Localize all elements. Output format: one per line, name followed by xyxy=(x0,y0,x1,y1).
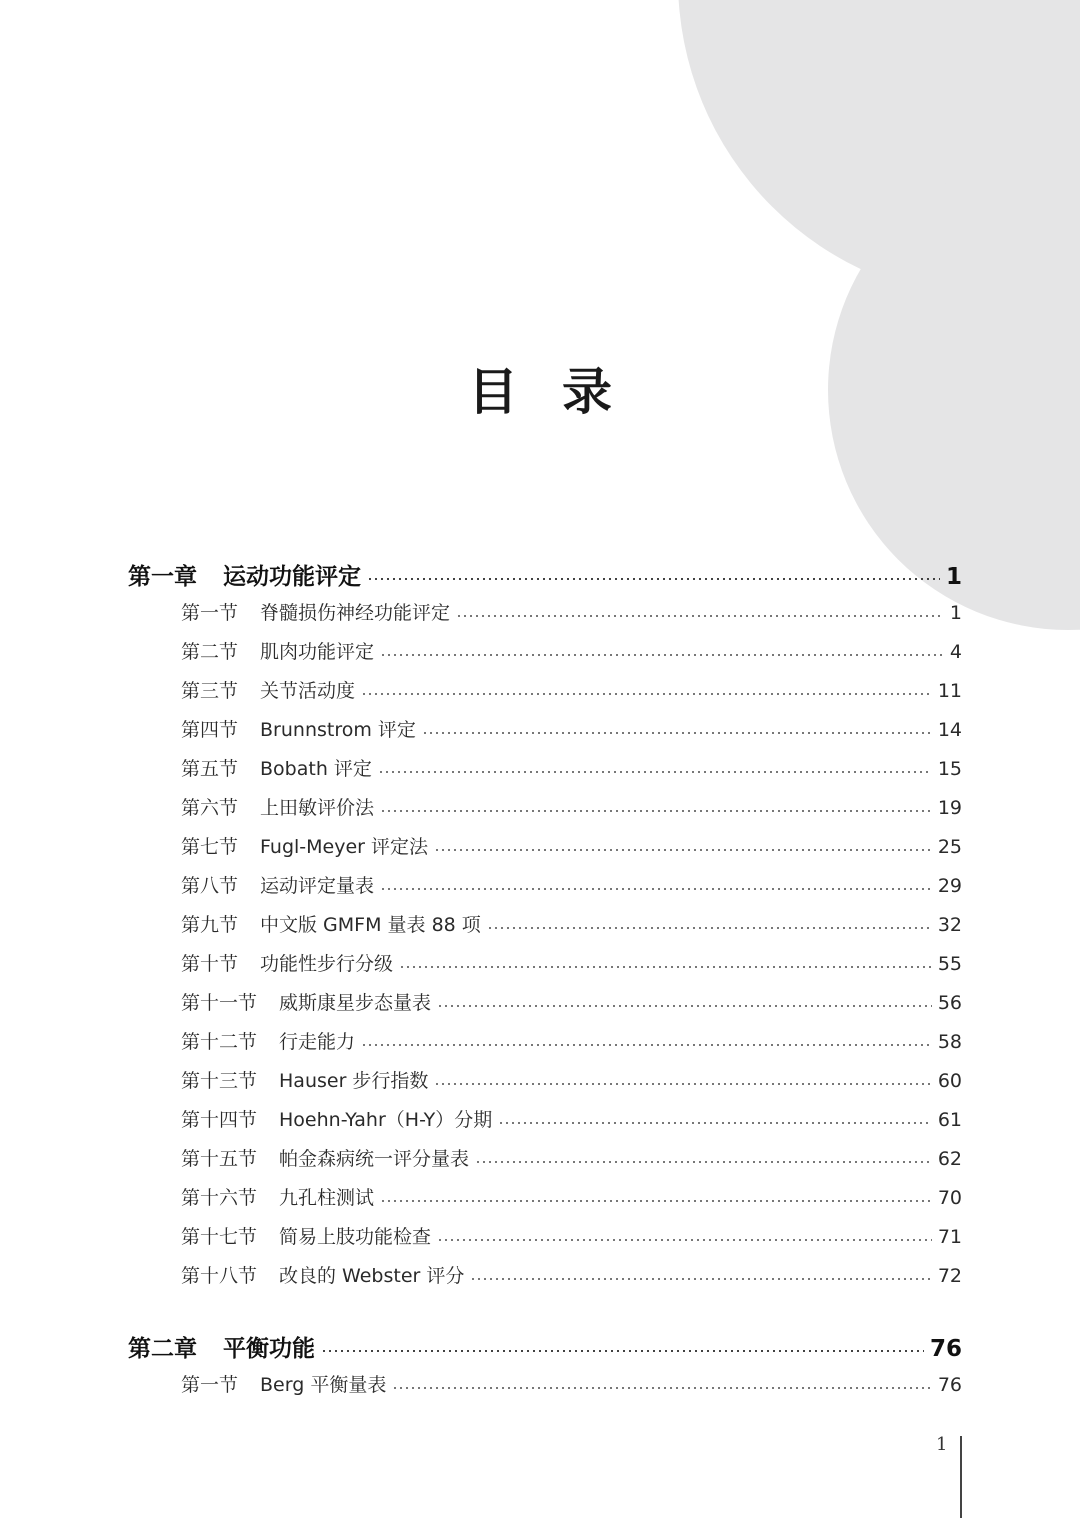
section-label: 第十五节 xyxy=(181,1148,258,1170)
section-label: 第二节 xyxy=(181,641,239,663)
section-title: 威斯康星步态量表 xyxy=(279,992,432,1014)
dot-leader xyxy=(392,1387,931,1389)
dot-leader xyxy=(434,849,932,851)
toc-section[interactable] xyxy=(181,1222,962,1249)
section-title: Hauser 步行指数 xyxy=(279,1070,429,1092)
section-page-number: 14 xyxy=(937,719,962,741)
section-label: 第十六节 xyxy=(181,1187,258,1209)
footer-rule xyxy=(960,1436,962,1518)
section-page-number: 1 xyxy=(949,602,962,624)
toc-section[interactable] xyxy=(181,1261,962,1288)
section-label: 第四节 xyxy=(181,719,239,741)
dot-leader xyxy=(361,1044,932,1046)
section-title: 运动评定量表 xyxy=(260,875,375,897)
section-page-number: 56 xyxy=(937,992,962,1014)
section-label: 第十一节 xyxy=(181,992,258,1014)
dot-leader xyxy=(321,1350,924,1352)
section-page-number: 29 xyxy=(937,875,962,897)
section-page-number: 72 xyxy=(937,1265,962,1287)
section-title: 九孔柱测试 xyxy=(279,1187,375,1209)
toc-section[interactable] xyxy=(181,832,962,859)
section-page-number: 32 xyxy=(937,914,962,936)
section-page-number: 76 xyxy=(937,1374,962,1396)
toc-section[interactable] xyxy=(181,1027,962,1054)
dot-leader xyxy=(380,888,932,890)
chapter-title: 运动功能评定 xyxy=(223,564,361,590)
section-label: 第十三节 xyxy=(181,1070,258,1092)
chapter-page-number: 1 xyxy=(945,564,962,590)
section-page-number: 15 xyxy=(937,758,962,780)
section-page-number: 71 xyxy=(937,1226,962,1248)
dot-leader xyxy=(487,927,932,929)
dot-leader xyxy=(434,1083,931,1085)
section-page-number: 11 xyxy=(937,680,962,702)
toc-section[interactable] xyxy=(181,871,962,898)
chapter-label: 第二章 xyxy=(128,1336,197,1362)
toc-section[interactable] xyxy=(181,1105,962,1132)
dot-leader xyxy=(498,1122,932,1124)
page-number: 1 xyxy=(936,1434,948,1455)
toc-section[interactable] xyxy=(181,637,962,664)
section-label: 第十二节 xyxy=(181,1031,258,1053)
section-label: 第五节 xyxy=(181,758,239,780)
dot-leader xyxy=(470,1278,931,1280)
toc-section[interactable] xyxy=(181,598,962,625)
toc-chapter-2[interactable] xyxy=(128,1330,962,1363)
section-label: 第一节 xyxy=(181,1374,239,1396)
toc-section[interactable] xyxy=(181,715,962,742)
section-page-number: 4 xyxy=(949,641,962,663)
dot-leader xyxy=(437,1005,932,1007)
section-title: 简易上肢功能检查 xyxy=(279,1226,432,1248)
section-label: 第十七节 xyxy=(181,1226,258,1248)
dot-leader xyxy=(361,693,932,695)
section-title: 帕金森病统一评分量表 xyxy=(279,1148,470,1170)
section-page-number: 58 xyxy=(937,1031,962,1053)
section-title: 功能性步行分级 xyxy=(260,953,394,975)
section-label: 第十节 xyxy=(181,953,239,975)
toc-section[interactable] xyxy=(181,676,962,703)
section-title: 脊髓损伤神经功能评定 xyxy=(260,602,451,624)
dot-leader xyxy=(380,654,944,656)
toc-section[interactable] xyxy=(181,949,962,976)
section-label: 第六节 xyxy=(181,797,239,819)
dot-leader xyxy=(475,1161,932,1163)
section-title: 中文版 GMFM 量表 88 项 xyxy=(260,914,481,936)
toc-section[interactable] xyxy=(181,1066,962,1093)
dot-leader xyxy=(399,966,932,968)
chapter-title: 平衡功能 xyxy=(223,1336,315,1362)
section-title: 上田敏评价法 xyxy=(260,797,375,819)
section-title: Berg 平衡量表 xyxy=(260,1374,387,1396)
section-page-number: 55 xyxy=(937,953,962,975)
section-label: 第十四节 xyxy=(181,1109,258,1131)
dot-leader xyxy=(380,810,932,812)
toc-section[interactable] xyxy=(181,1144,962,1171)
section-title: 行走能力 xyxy=(279,1031,356,1053)
dot-leader xyxy=(422,732,932,734)
toc-section[interactable] xyxy=(181,988,962,1015)
section-title: Brunnstrom 评定 xyxy=(260,719,416,741)
dot-leader xyxy=(380,1200,932,1202)
toc-chapter-1[interactable] xyxy=(128,558,962,591)
section-label: 第十八节 xyxy=(181,1265,258,1287)
section-page-number: 25 xyxy=(937,836,962,858)
section-page-number: 62 xyxy=(937,1148,962,1170)
section-label: 第七节 xyxy=(181,836,239,858)
section-title: 关节活动度 xyxy=(260,680,356,702)
section-page-number: 70 xyxy=(937,1187,962,1209)
section-page-number: 19 xyxy=(937,797,962,819)
chapter-page-number: 76 xyxy=(929,1336,962,1362)
section-title: Bobath 评定 xyxy=(260,758,372,780)
section-title: 肌肉功能评定 xyxy=(260,641,375,663)
section-title: Fugl-Meyer 评定法 xyxy=(260,836,429,858)
toc-section[interactable] xyxy=(181,1183,962,1210)
section-page-number: 60 xyxy=(937,1070,962,1092)
toc-section[interactable] xyxy=(181,1370,962,1397)
section-label: 第三节 xyxy=(181,680,239,702)
section-title: 改良的 Webster 评分 xyxy=(279,1265,465,1287)
chapter-label: 第一章 xyxy=(128,564,197,590)
dot-leader xyxy=(437,1239,932,1241)
section-title: Hoehn-Yahr（H-Y）分期 xyxy=(279,1109,493,1131)
section-label: 第八节 xyxy=(181,875,239,897)
section-page-number: 61 xyxy=(937,1109,962,1131)
dot-leader xyxy=(456,615,944,617)
page-title: 目录 xyxy=(468,362,656,421)
toc-section[interactable] xyxy=(181,754,962,781)
toc-section[interactable] xyxy=(181,910,962,937)
section-label: 第一节 xyxy=(181,602,239,624)
toc-section[interactable] xyxy=(181,793,962,820)
dot-leader xyxy=(378,771,932,773)
section-label: 第九节 xyxy=(181,914,239,936)
dot-leader xyxy=(367,578,940,580)
